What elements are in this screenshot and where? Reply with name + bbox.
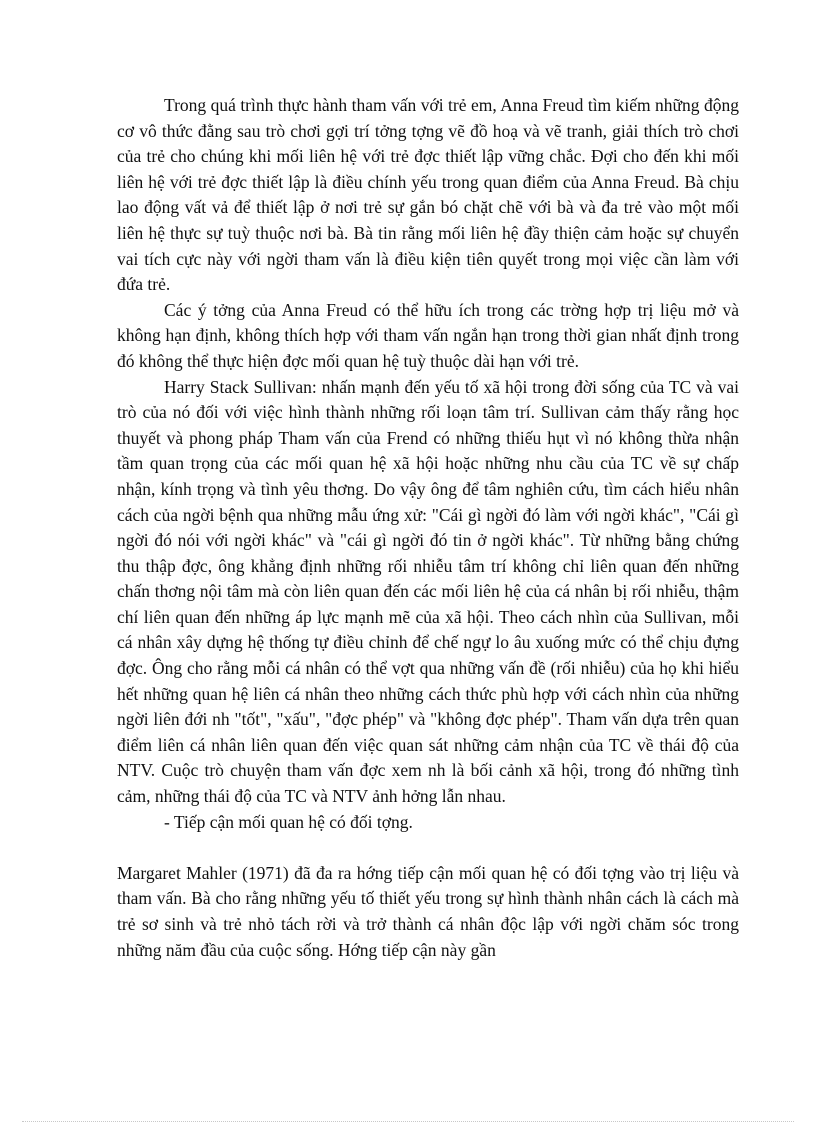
section-heading-object-relations: - Tiếp cận mối quan hệ có đối tợng.: [164, 811, 413, 832]
document-body: [117, 93, 739, 963]
blank-line: [117, 835, 739, 861]
paragraph-anna-freud-practice: Trong quá trình thực hành tham vấn với trẻ em, Anna Freud tìm kiếm những động cơ vô thức đằng sau trò chơi gợi trí tởng tợng vẽ đồ hoạ và vẽ tranh, giải thích trò chơi của trẻ cho chúng khi mối liên hệ với trẻ đợc thiết lập vững chắc. Đợi cho đến khi mối liên hệ với trẻ đợc thiết lập là điều chính yếu trong quan điểm của Anna Freud. Bà chịu lao động vất vả để thiết lập ở nơi trẻ sự gắn bó chặt chẽ với bà và đa trẻ vào một mối liên hệ thực sự tuỳ thuộc nơi bà. Bà tin rằng mối liên hệ đầy thiện cảm hoặc sự chuyển vai tích cực này với ngời tham vấn là điều kiện tiên quyết trong mọi việc cần làm với đứa trẻ.: [117, 95, 739, 295]
paragraph-mahler: Margaret Mahler (1971) đã đa ra hớng tiếp cận mối quan hệ có đối tợng vào trị liệu và tham vấn. Bà cho rằng những yếu tố thiết yếu trong sự hình thành nhân cách là cách mà trẻ sơ sinh và trẻ nhỏ tách rời và trở thành cá nhân độc lập với ngời chăm sóc trong những năm đầu của cuộc sống. Hớng tiếp cận này gần: [117, 862, 739, 960]
page-bottom-divider: [22, 1121, 794, 1122]
paragraph-anna-freud-ideas: Các ý tởng của Anna Freud có thể hữu ích trong các trờng hợp trị liệu mở và không hạn định, không thích hợp với tham vấn ngắn hạn trong thời gian nhất định trong đó không thể thực hiện đợc mối quan hệ tuỳ thuộc dài hạn với trẻ.: [117, 299, 739, 371]
paragraph-sullivan: Harry Stack Sullivan: nhấn mạnh đến yếu tố xã hội trong đời sống của TC và vai trò của nó đối với việc hình thành những rối loạn tâm trí. Sullivan cảm thấy rằng học thuyết và phong pháp Tham vấn của Frend có những thiếu hụt vì nó không thừa nhận tầm quan trọng của các mối quan hệ xã hội hoặc những nhu cầu của TC về sự chấp nhận, kính trọng và tình yêu thơng. Do vậy ông để tâm nghiên cứu, tìm cách hiểu nhân cách của ngời bệnh qua những mẫu ứng xử: "Cái gì ngời đó làm với ngời khác", "Cái gì ngời đó nói với ngời khác" và "cái gì ngời đó tin ở ngời khác". Từ những bằng chứng thu thập đợc, ông khẳng định những rối nhiễu tâm trí không chỉ liên quan đến những chấn thơng nội tâm mà còn liên quan đến các mối liên hệ của cá nhân bị rối nhiễu, thậm chí liên quan đến những áp lực mạnh mẽ của xã hội. Theo cách nhìn của Sullivan, mỗi cá nhân xây dựng hệ thống tự điều chỉnh để chế ngự lo âu xuống mức có thể chịu đựng đợc. Ông cho rằng mỗi cá nhân có thể vợt qua những vấn đề (rối nhiễu) của họ khi hiểu hết những quan hệ liên cá nhân theo những cách thức phù hợp với cách nhìn của những ngời liên đới nh "tốt", "xấu", "đợc phép" và "không đợc phép". Tham vấn dựa trên quan điểm liên cá nhân liên quan đến việc quan sát những cảm nhận của TC về thái độ của NTV. Cuộc trò chuyện tham vấn đợc xem nh là bối cảnh xã hội, trong đó những tình cảm, những thái độ của TC và NTV ảnh hởng lẫn nhau.: [117, 376, 739, 807]
